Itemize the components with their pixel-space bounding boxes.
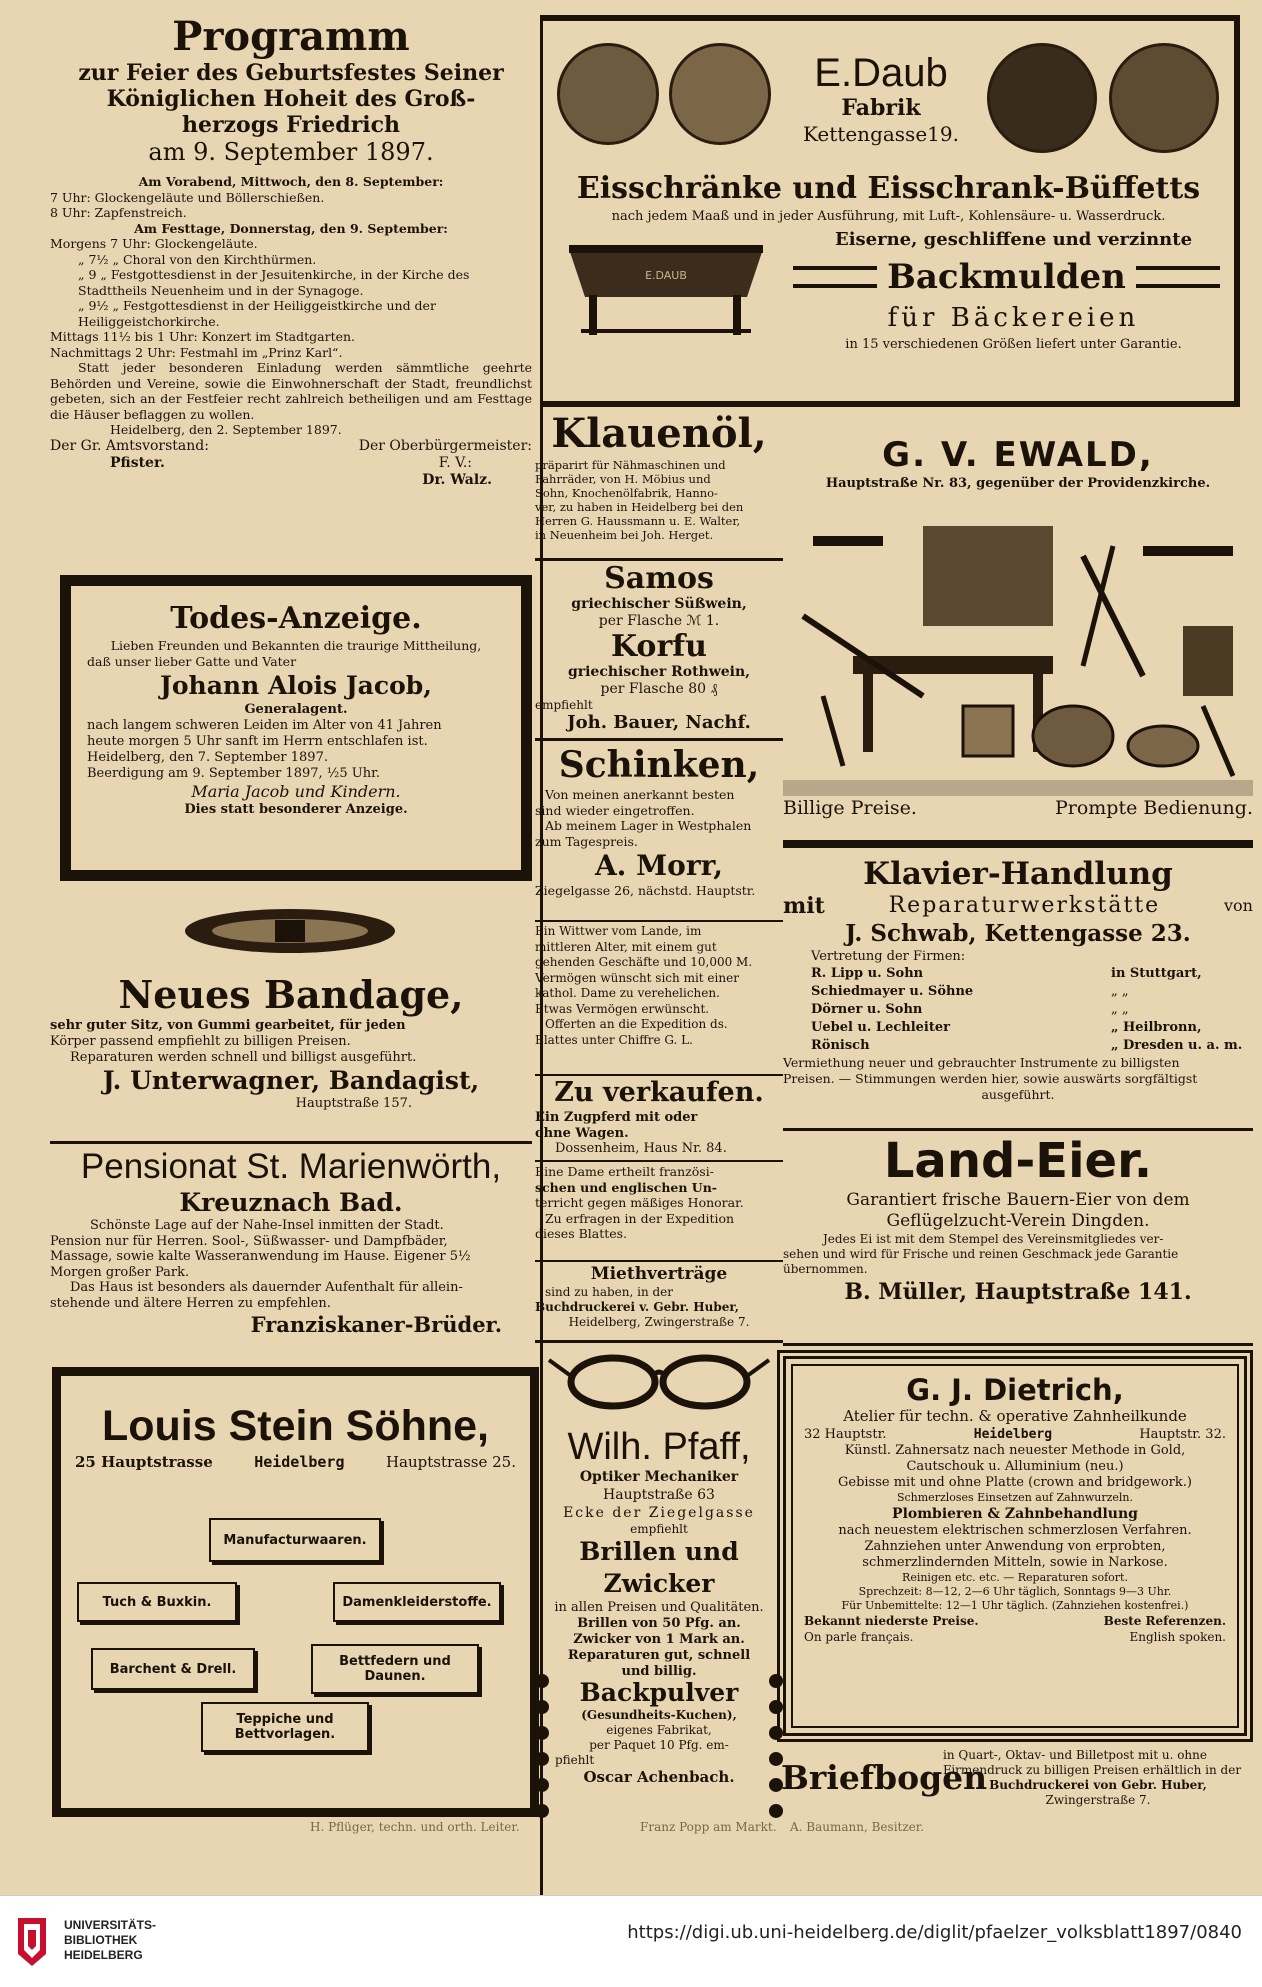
wittwer-text: gehenden Geschäfte und 10,000 M. <box>535 955 753 969</box>
programm-line: 7 Uhr: Glockengeläute und Böllerschießen. <box>50 189 325 205</box>
backpulver-name: Oscar Achenbach. <box>583 1768 735 1786</box>
klavier-name: J. Schwab, Kettengasse 23. <box>845 920 1191 947</box>
dietrich-address-left: 32 Hauptstr. <box>804 1427 887 1442</box>
daub-baeckereien: für Bäckereien <box>887 303 1140 333</box>
dame-text: Zu erfragen in der Expedition <box>545 1210 735 1226</box>
dame-text: dieses Blattes. <box>535 1226 628 1241</box>
klavier-title: Klavier-Handlung <box>863 856 1173 892</box>
bandage-text: Körper passend empfiehlt zu billigen Preisen. <box>50 1034 351 1049</box>
programm-line: Am Festtage, Donnerstag, den 9. September: <box>134 220 448 236</box>
dietrich-plombieren: Plombieren & Zahnbehandlung <box>892 1506 1138 1522</box>
firm-name: Schiedmayer u. Söhne <box>811 984 974 999</box>
backpulver-title: Backpulver <box>579 1678 739 1707</box>
klauenoel-text: ver, zu haben in Heidelberg bei den <box>535 500 744 514</box>
klauenoel-text: Sohn, Knochenölfabrik, Hanno- <box>535 486 718 500</box>
schinken-title: Schinken, <box>558 744 760 786</box>
todes-note: Dies statt besonderer Anzeige. <box>184 802 408 817</box>
backpulver-text: per Paquet 10 Pfg. em- <box>589 1738 729 1752</box>
dietrich-text2: nach neuestem elektrischen schmerzlosen Verfahren. <box>838 1523 1192 1538</box>
firm-name: Uebel u. Lechleiter <box>811 1020 950 1035</box>
landeier-name: B. Müller, Hauptstraße 141. <box>844 1279 1192 1305</box>
signature-left-name: Pfister. <box>110 454 165 471</box>
programm-announcement <box>50 14 532 489</box>
stein-box-bettfedern: Bettfedern und Daunen. <box>311 1644 479 1694</box>
column-left <box>50 10 532 1895</box>
klauenoel-ad <box>535 410 783 542</box>
dietrich-text2: Zahnziehen unter Anwendung von erprobten, <box>864 1539 1166 1554</box>
pfaff-empfiehlt: empfiehlt <box>630 1522 688 1536</box>
schinken-text: Ab meinem Lager in Westphalen <box>545 818 752 833</box>
divider <box>535 920 783 922</box>
dietrich-text2: Für Unbemittelte: 12—1 Uhr täglich. (Zahnziehen kostenfrei.) <box>841 1599 1189 1612</box>
programm-title: Programm <box>172 13 410 60</box>
daub-headline: Eisschränke und Eisschrank-Büffetts <box>576 171 1201 206</box>
pfaff-text: Brillen von 50 Pfg. an. <box>577 1616 741 1631</box>
pensionat-ad <box>50 1146 532 1339</box>
bandage-illustration <box>50 898 532 968</box>
verkaufen-text: Ein Zugpferd mit oder <box>535 1110 698 1125</box>
briefbogen-ad <box>783 1746 1253 1818</box>
wittwer-text: Blattes unter Chiffre G. L. <box>535 1032 693 1047</box>
pensionat-text: Morgen großer Park. <box>50 1264 190 1280</box>
wittwer-text: mittleren Alter, mit einem gut <box>535 939 717 954</box>
schinken-address: Ziegelgasse 26, nächstd. Hauptstr. <box>535 883 756 898</box>
ewald-title: G. V. EWALD, <box>882 435 1154 475</box>
todes-text: nach langem schweren Leiden im Alter von 41 Jahren <box>87 718 442 733</box>
backpulver-ad <box>535 1674 783 1818</box>
todes-anzeige <box>71 586 521 870</box>
schinken-text: Von meinen anerkannt besten <box>545 787 735 802</box>
dietrich-text: Cautschouk u. Alluminium (neu.) <box>906 1459 1124 1474</box>
todes-title: Todes-Anzeige. <box>170 601 422 636</box>
library-logo-icon[interactable] <box>14 1914 60 1970</box>
bandage-title: Neues Bandage, <box>118 972 464 1017</box>
daub-line1: nach jedem Maaß und in jeder Ausführung, mit Luft-, Kohlensäure- u. Wasserdruck. <box>611 209 1166 224</box>
ewald-address: Hauptstraße Nr. 83, gegenüber der Providenzkirche. <box>825 476 1211 491</box>
programm-line: Am Vorabend, Mittwoch, den 8. September: <box>138 174 444 189</box>
pfaff-text: Zwicker von 1 Mark an. <box>573 1632 745 1647</box>
dietrich-text2: Reinigen etc. etc. — Reparaturen sofort. <box>902 1571 1128 1584</box>
programm-subtitle-1: zur Feier des Geburtsfestes Seiner <box>78 60 504 86</box>
klauenoel-text: in Neuenheim bei Joh. Herget. <box>535 528 714 542</box>
stein-box-tuch: Tuch & Buxkin. <box>77 1582 237 1622</box>
landeier-title: Land-Eier. <box>883 1133 1153 1189</box>
schinken-text: zum Tagespreis. <box>535 833 638 849</box>
todes-anzeige-frame <box>60 575 532 881</box>
hardware-illustration <box>783 496 1253 796</box>
programm-line: 8 Uhr: Zapfenstreich. <box>50 205 187 220</box>
programm-subtitle-3: herzogs Friedrich <box>181 112 401 138</box>
stein-city: Heidelberg <box>254 1453 345 1471</box>
pfaff-address: Hauptstraße 63 <box>603 1487 715 1503</box>
firm-city: „ Dresden u. a. m. <box>1111 1038 1243 1053</box>
dame-text: terricht gegen mäßiges Honorar. <box>535 1195 744 1210</box>
schinken-name: A. Morr, <box>594 849 724 882</box>
todes-text: Beerdigung am 9. September 1897, ½5 Uhr. <box>87 766 381 781</box>
daub-backmulden: Backmulden <box>887 257 1126 297</box>
bandage-address: Hauptstraße 157. <box>295 1096 412 1111</box>
dietrich-text2: schmerzlindernden Mitteln, sowie in Narkose. <box>862 1555 1168 1570</box>
cutoff-text: A. Baumann, Besitzer. <box>790 1820 925 1834</box>
pensionat-text: Das Haus ist besonders als dauernder Aufenthalt für allein- <box>70 1280 463 1295</box>
miethvertraege-ad <box>535 1263 783 1330</box>
klavier-text: ausgeführt. <box>981 1087 1055 1102</box>
klavier-von: von <box>1224 896 1253 915</box>
schinken-text: sind wieder eingetroffen. <box>535 802 695 818</box>
bandage-text: Reparaturen werden schnell und billigst ausgeführt. <box>70 1050 417 1065</box>
firm-name: Rönisch <box>811 1038 870 1053</box>
samos-sub: griechischer Süßwein, <box>571 596 747 612</box>
firm-city: „ „ <box>1111 1002 1129 1017</box>
dietrich-bottom-left: Bekannt niederste Preise. <box>804 1614 979 1628</box>
daub-address: Kettengasse19. <box>803 122 959 146</box>
stein-address-right: Hauptstrasse 25. <box>385 1453 516 1471</box>
stein-box-barchent: Barchent & Drell. <box>91 1648 255 1690</box>
pensionat-title: Pensionat St. Marienwörth, <box>80 1147 502 1186</box>
landeier-text: Garantiert frische Bauern-Eier von dem <box>846 1190 1190 1210</box>
cutoff-strip <box>0 1812 1262 1842</box>
miethvertraege-text: Buchdruckerei v. Gebr. Huber, <box>535 1300 739 1314</box>
permalink-url[interactable]: https://digi.ub.uni-heidelberg.de/diglit/pfaelzer_volksblatt1897/0840 <box>627 1922 1242 1943</box>
bandage-name: J. Unterwagner, Bandagist, <box>102 1066 480 1095</box>
bandage-ad <box>50 898 532 1112</box>
klavier-mit: mit <box>783 893 825 919</box>
dame-text: schen und englischen Un- <box>535 1179 717 1195</box>
pensionat-text: Pension nur für Herren. Sool-, Süßwasser- und Dampfbäder, <box>50 1233 448 1249</box>
samos-ad <box>535 562 783 734</box>
daub-line3: in 15 verschiedenen Größen liefert unter Garantie. <box>845 337 1182 352</box>
klauenoel-text: Fahrräder, von H. Möbius und <box>535 472 711 486</box>
landeier-text: sehen und wird für Frische und reinen Geschmack jede Garantie <box>783 1247 1179 1261</box>
wittwer-text: Offerten an die Expedition ds. <box>545 1017 728 1031</box>
briefbogen-text: Zwingerstraße 7. <box>1045 1793 1151 1807</box>
firm-name: R. Lipp u. Sohn <box>811 966 924 981</box>
programm-line: „ 7½ „ Choral von den Kirchthürmen. <box>78 251 317 267</box>
firm-city: „ „ <box>1111 984 1129 999</box>
firm-name: Dörner u. Sohn <box>811 1002 923 1017</box>
dietrich-bottom-right: Beste Referenzen. <box>1103 1614 1226 1628</box>
dietrich-text: Schmerzloses Einsetzen auf Zahnwurzeln. <box>896 1491 1134 1504</box>
todes-text: Heidelberg, den 7. September 1897. <box>87 750 328 765</box>
samos-title: Samos <box>604 561 714 596</box>
stein-box-damenkleider: Damenkleiderstoffe. <box>333 1582 501 1622</box>
pfaff-text: und billig. <box>621 1664 697 1679</box>
bandage-text: sehr guter Sitz, von Gummi gearbeitet, für jeden <box>50 1018 406 1033</box>
divider <box>783 1343 1253 1346</box>
klauenoel-text: Herren G. Haussmann u. E. Walter, <box>535 514 741 528</box>
schinken-ad <box>535 743 783 898</box>
backpulver-text: eigenes Fabrikat, <box>606 1723 712 1737</box>
cutoff-text: Franz Popp am Markt. <box>640 1820 777 1834</box>
stein-title: Louis Stein Söhne, <box>101 1402 490 1450</box>
samos-price: per Flasche ℳ 1. <box>598 613 720 629</box>
dietrich-english: English spoken. <box>1129 1630 1226 1644</box>
viewer-footer <box>0 1895 1262 1987</box>
dame-ad <box>535 1164 783 1242</box>
briefbogen-text: Buchdruckerei von Gebr. Huber, <box>989 1778 1207 1792</box>
pfaff-title: Wilh. Pfaff, <box>567 1426 751 1468</box>
divider <box>783 840 1253 848</box>
klauenoel-title: Klauenöl, <box>551 410 767 457</box>
briefbogen-text: Firmendruck zu billigen Preisen erhältlich in der <box>943 1763 1242 1777</box>
dietrich-french: On parle français. <box>804 1630 914 1644</box>
ewald-left: Billige Preise. <box>783 797 917 819</box>
briefbogen-title: Briefbogen <box>781 1758 988 1797</box>
stein-address-left: 25 Hauptstrasse <box>75 1453 213 1471</box>
daub-name: E.Daub <box>814 51 948 95</box>
korfu-price: per Flasche 80 ₰ <box>600 681 718 697</box>
todes-role: Generalagent. <box>244 702 348 717</box>
dietrich-address-right: Hauptstr. 32. <box>1139 1427 1226 1442</box>
landeier-ad <box>783 1132 1253 1307</box>
programm-line: „ 9½ „ Festgottesdienst in der Heiliggeistkirche und der Heiliggeistchorkirche. <box>78 298 436 329</box>
klauenoel-text: präparirt für Nähmaschinen und <box>535 458 726 472</box>
pfaff-text: in allen Preisen und Qualitäten. <box>554 1600 764 1615</box>
verkaufen-title: Zu verkaufen. <box>554 1077 764 1108</box>
klavier-text: Vermiethung neuer und gebrauchter Instrumente zu billigsten <box>783 1055 1180 1070</box>
dietrich-city: Heidelberg <box>973 1427 1053 1442</box>
backpulver-text: pfiehlt <box>555 1753 595 1767</box>
divider <box>50 1141 532 1144</box>
signature-right-title: Der Oberbürgermeister: <box>358 437 532 454</box>
cutoff-text: H. Pflüger, techn. und orth. Leiter. <box>310 1820 520 1834</box>
dietrich-title: G. J. Dietrich, <box>906 1373 1124 1407</box>
miethvertraege-title: Miethverträge <box>590 1264 728 1284</box>
pensionat-text: Schönste Lage auf der Nahe-Insel inmitten der Stadt. <box>90 1218 444 1233</box>
library-logo-text[interactable] <box>64 1918 156 1963</box>
klavier-text: Preisen. — Stimmungen werden hier, sowie auswärts sorgfältigst <box>783 1071 1198 1086</box>
pensionat-place: Kreuznach Bad. <box>179 1188 403 1217</box>
verkaufen-text: Dossenheim, Haus Nr. 84. <box>555 1141 727 1156</box>
korfu-sub: griechischer Rothwein, <box>567 664 751 680</box>
daub-fabrik: Fabrik <box>841 95 921 121</box>
verkaufen-text: ohne Wagen. <box>535 1125 629 1141</box>
dietrich-text2: Sprechzeit: 8—12, 2—6 Uhr täglich, Sonntags 9—3 Uhr. <box>858 1585 1172 1598</box>
pfaff-text: Reparaturen gut, schnell <box>567 1648 751 1663</box>
todes-line: daß unser lieber Gatte und Vater <box>87 654 297 669</box>
firm-city: in Stuttgart, <box>1111 966 1202 981</box>
pensionat-text: Massage, sowie kalte Wasseranwendung im Hause. Eigener 5½ <box>50 1249 471 1264</box>
divider <box>535 1260 783 1262</box>
divider <box>535 738 783 741</box>
pfaff-corner: Ecke der Ziegelgasse <box>563 1505 755 1521</box>
stein-box-manufactur: Manufacturwaaren. <box>209 1518 381 1562</box>
dietrich-text: Künstl. Zahnersatz nach neuester Methode in Gold, <box>844 1443 1186 1458</box>
pfaff-ad <box>535 1346 783 1680</box>
divider <box>535 1340 783 1343</box>
ewald-right: Prompte Bedienung. <box>1054 797 1253 819</box>
logo-line: HEIDELBERG <box>64 1948 143 1962</box>
divider <box>783 1128 1253 1131</box>
samos-empfiehlt: empfiehlt <box>535 698 593 712</box>
ewald-ad <box>783 435 1253 820</box>
todes-name: Johann Alois Jacob, <box>160 671 432 700</box>
pfaff-role: Optiker Mechaniker <box>579 1469 739 1485</box>
divider <box>535 1160 783 1162</box>
verkaufen-ad <box>535 1076 783 1157</box>
logo-line: UNIVERSITÄTS- <box>64 1918 157 1932</box>
wittwer-text: Vermögen wünscht sich mit einer <box>535 970 739 985</box>
todes-text: heute morgen 5 Uhr sanft im Herrn entschlafen ist. <box>87 734 428 749</box>
programm-date: am 9. September 1897. <box>148 138 434 166</box>
dame-text: Eine Dame ertheilt französi- <box>535 1164 714 1179</box>
programm-line: Nachmittags 2 Uhr: Festmahl im „Prinz Karl“. <box>50 344 343 360</box>
spectacles-illustration <box>535 1346 783 1422</box>
programm-line: Heidelberg, den 2. September 1897. <box>110 422 342 437</box>
briefbogen-text: in Quart-, Oktav- und Billetpost mit u. ohne <box>943 1748 1207 1762</box>
stein-ad <box>52 1367 539 1817</box>
pensionat-text: stehende und ältere Herren zu empfehlen. <box>50 1295 331 1311</box>
korfu-title: Korfu <box>611 629 707 664</box>
landeier-text: Geflügelzucht-Verein Dingden. <box>886 1211 1150 1231</box>
signature-right-fv: F. V.: <box>438 454 472 471</box>
signature-left-title: Der Gr. Amtsvorstand: <box>50 437 209 454</box>
programm-line: Mittags 11½ bis 1 Uhr: Konzert im Stadtgarten. <box>50 329 356 344</box>
logo-line: BIBLIOTHEK <box>64 1933 138 1947</box>
wittwer-text: kathol. Dame zu verehelichen. <box>535 986 720 1000</box>
column-middle <box>535 10 783 1895</box>
programm-line: Statt jeder besonderen Einladung werden sämmtliche geehrte Behörden und Vereine, sowie die Einwohnerschaft der Stadt, freundlichst gebeten, sich an der Festfeier recht zahlreich betheiligen und am Festtage die Häuser beflaggen zu wollen. <box>50 360 532 422</box>
pensionat-signature: Franziskaner-Brüder. <box>250 1312 502 1337</box>
dietrich-text: Gebisse mit und ohne Platte (crown and bridgework.) <box>838 1475 1192 1490</box>
backmulde-label: E.DAUB <box>645 269 687 282</box>
todes-line: Lieben Freunden und Bekannten die traurige Mittheilung, <box>110 638 482 653</box>
wittwer-text: Ein Wittwer vom Lande, im <box>535 924 702 938</box>
pfaff-subtitle: Brillen und Zwicker <box>579 1537 739 1598</box>
klavier-vertretung: Vertretung der Firmen: <box>811 949 966 964</box>
miethvertraege-text: sind zu haben, in der <box>545 1285 674 1299</box>
dietrich-subtitle: Atelier für techn. & operative Zahnheilkunde <box>843 1407 1187 1425</box>
klavier-reparatur: Reparaturwerkstätte <box>888 893 1161 918</box>
signature-right-name: Dr. Walz. <box>422 471 492 488</box>
firm-city: „ Heilbronn, <box>1111 1020 1202 1035</box>
klavier-ad <box>783 856 1253 1103</box>
todes-signed: Maria Jacob und Kindern. <box>191 782 401 801</box>
samos-name: Joh. Bauer, Nachf. <box>567 712 751 733</box>
landeier-text: übernommen. <box>783 1262 868 1276</box>
wittwer-text: Etwas Vermögen erwünscht. <box>535 1001 710 1016</box>
dietrich-ad <box>777 1350 1253 1742</box>
stein-box-teppiche: Teppiche und Bettvorlagen. <box>201 1702 369 1752</box>
column-right <box>783 10 1253 1895</box>
programm-line: Morgens 7 Uhr: Glockengeläute. <box>50 236 258 251</box>
miethvertraege-text: Heidelberg, Zwingerstraße 7. <box>568 1315 750 1329</box>
programm-subtitle-2: Königlichen Hoheit des Groß- <box>106 86 476 112</box>
daub-line2: Eiserne, geschliffene und verzinnte <box>834 229 1193 250</box>
programm-line: „ 9 „ Festgottesdienst in der Jesuitenkirche, in der Kirche des Stadttheils Neuenheim und in der Synagoge. <box>78 267 470 298</box>
backpulver-text: (Gesundheits-Kuchen), <box>581 1708 737 1722</box>
wittwer-ad <box>535 924 783 1048</box>
landeier-text: Jedes Ei ist mit dem Stempel des Vereinsmitgliedes ver- <box>823 1232 1164 1246</box>
